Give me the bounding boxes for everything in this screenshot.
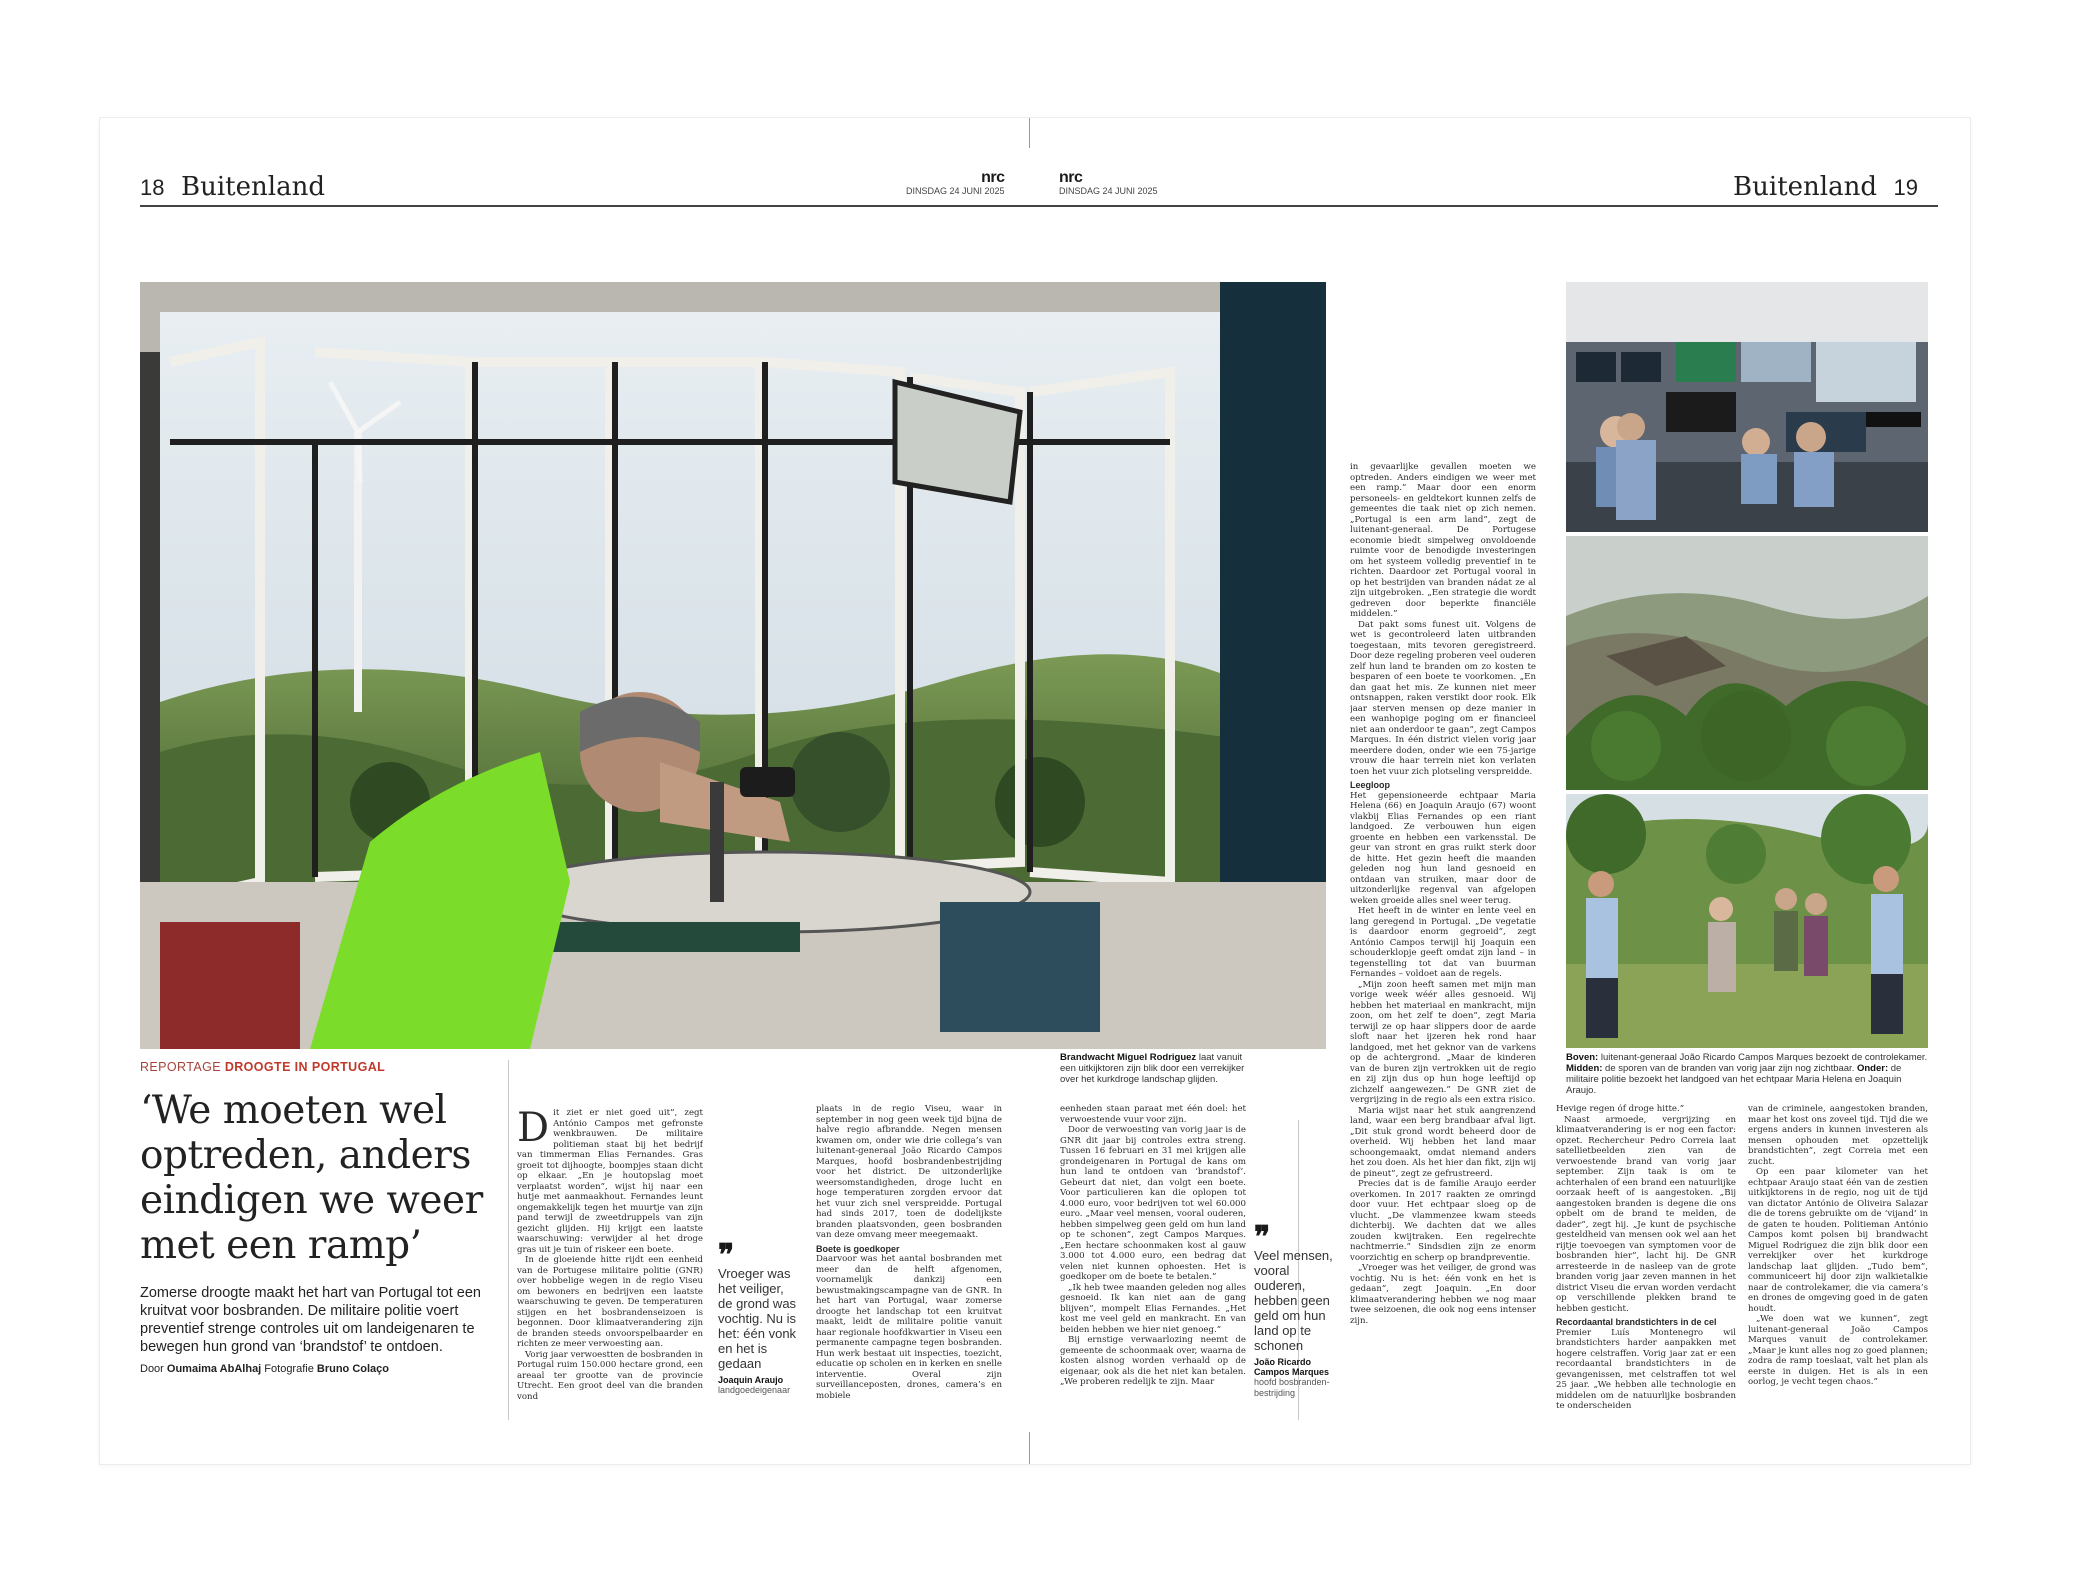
paragraph: Door de verwoesting van vorig jaar is de GNR dit jaar bij controles extra streng. Tussen 16 februari en 31 mei krijgen alle grondeigenaren in Portugal de kans om hun land te ontdoen van ‘brandstof’. Gebeurt dat niet, dan volgt een boete. Voor particulieren kan die oplopen tot 4.000 euro, voor bedrijven tot wel 60.000 euro. „Maar veel mensen, vooral ouderen, hebben simpelweg geen geld om hun land op te schonen”, zegt Campos Marques. „Een hectare schoonmaken kost al gauw 3.000 tot 4.000 euro, een bedrag dat velen niet kunnen ophoesten. Het is goedkoper om de boete te betalen.” — [1060, 1125, 1246, 1282]
nrc-logo: nrc — [1059, 169, 1083, 186]
quote-mark-icon: ❞ — [718, 1238, 735, 1273]
fold-line-bottom — [1029, 1432, 1030, 1464]
quote-text: Vroeger was het veiliger, de grond was vochtig. Nu is het: één vonk en het is gedaan — [718, 1266, 797, 1371]
subheading: Leegloop — [1350, 780, 1390, 790]
paragraph: Bij ernstige verwaarlozing neemt de gemeente de schoonmaak over, waarna de kosten alsnog worden verhaald op de eigenaar, ook als die het niet kan betalen. „We proberen redelijk te zijn. Maar — [1060, 1335, 1246, 1387]
paragraph: Precies dat is de familie Araujo eerder overkomen. In 2017 raakten ze omringd door vuur. Het echtpaar sloeg op de vlucht. „De vlammenzee kwam steeds dichterbij. We dachten dat we alles zouden kwijtraken. Een regelrechte nachtmerrie.” Sindsdien zijn ze enorm voorzichtig en scherp op brandpreventie. — [1350, 1179, 1536, 1263]
paragraph: „We doen wat we kunnen”, zegt luitenant-generaal João Campos Marques vanuit de controlekamer. „Maar je kunt alles nog zo goed plannen; zodra de ramp toeslaat, valt het plan als eerste in duigen. Het is als in een oorlog, je vecht tegen chaos.” — [1748, 1314, 1928, 1387]
paragraph: in gevaarlijke gevallen moeten we optreden. Anders eindigen we weer met een ramp.” Maar door een enorm personeels- en geldtekort kunnen zelfs de gemeentes die taak niet op zich nemen. „Portugal is een arm land”, zegt de luitenant-generaal. De Portugese economie biedt simpelweg onvoldoende ruimte voor de benodigde investeringen om het systeem volledig preventief in te richten. Daardoor zet Portugal vooral in op het bestrijden van branden nádat ze al zijn uitgebroken. „Een strategie die wordt gedreven door beperkte financiële middelen.” — [1350, 462, 1536, 619]
article-column-5 — [1556, 1104, 1736, 1419]
paragraph: Dat pakt soms funest uit. Volgens de wet is gecontroleerd laten uitbranden toegestaan, mits tevoren geregistreerd. Door deze regeling proberen veel ouderen zelf hun land te branden om zo kosten te besparen of een boete te voorkomen. „En dan gaat het mis. Ze kunnen niet meer ontsnappen, raken verstikt door rook. Elk jaar sterven mensen op deze manier in een wanhopige poging om er financieel niet aan onderdoor te gaan”, zegt Campos Marques. In één district vielen vorig jaar meerdere doden, onder wie een 75-jarige vrouw die haar terrein niet kon verlaten toen het vuur zich plotseling verspreidde. — [1350, 619, 1536, 777]
paragraph: Op een paar kilometer van het echtpaar Araujo staat één van de zestien uitkijktorens in de regio, nog uit de tijd van dictator António de Oliveira Salazar die de torens gebruikte om de ‘vijand’ in de gaten te houden. Politieman António Campos komt polsen bij brandwacht Miguel Rodriguez die zijn blik door een verrekijker over het kurkdroge landschap laat glijden. „Tudo bem”, communiceert hij door zijn walkietalkie naar de controlekamer, die via camera’s en drones de omgeving goed in de gaten houdt. — [1748, 1167, 1928, 1314]
paragraph: In de gloeiende hitte rijdt een eenheid van de Portugese militaire politie (GNR) over hobbelige wegen in de regio Viseu om bewoners en bedrijven een laatste waarschuwing te geven. De temperaturen stijgen en het bosbrandenseizoen is begonnen. Door klimaatverandering zijn de branden steeds onvoorspelbaarder en richten ze meer verwoesting aan. — [517, 1255, 703, 1349]
left-page-header — [140, 172, 325, 202]
article-column-2 — [816, 1104, 1002, 1419]
kicker-label: REPORTAGE — [140, 1060, 221, 1074]
header-rule — [140, 205, 1938, 207]
left-page-number: 18 — [140, 175, 165, 200]
quote-mark-icon: ❞ — [1254, 1220, 1271, 1255]
control-room-photo — [1566, 282, 1928, 532]
quote-name: João Ricardo Campos Marques — [1254, 1357, 1330, 1377]
landowners-illustration — [1566, 794, 1928, 1048]
article-column-3 — [1060, 1104, 1246, 1419]
control-room-illustration — [1566, 282, 1928, 532]
masthead-left — [906, 170, 1005, 196]
byline-by: Door — [140, 1363, 167, 1375]
paragraph — [517, 1108, 703, 1255]
burned-hills-photo — [1566, 536, 1928, 790]
right-page-header — [1733, 172, 1918, 202]
byline-photographer: Bruno Colaço — [316, 1363, 390, 1375]
paragraph: „Mijn zoon heeft samen met mijn man vorige week wéér alles gesnoeid. Wij hebben het materiaal en mankracht, mijn zoon, om het zelf te doen”, zegt Maria terwijl ze op haar slippers door de aarde sloft naar het ijzeren hek rond haar landgoed, met het geknor van de varkens op de achtergrond. „Maar de kinderen van de buren zijn vertrokken uit de regio en zij zijn dus op hun hoge leeftijd op zichzelf aangewezen.” De GNR ziet de vergrijzing in de regio als een extra risico. — [1350, 979, 1536, 1105]
article-headline: ‘We moeten wel optreden, anders eindigen we weer met een ramp’ — [140, 1088, 483, 1268]
article-kicker — [140, 1060, 385, 1074]
article-column-1 — [517, 1108, 703, 1418]
lookout-tower-illustration — [140, 282, 1326, 1049]
masthead-right — [1059, 170, 1158, 196]
right-photos-caption — [1566, 1052, 1928, 1096]
main-photo-caption — [1060, 1052, 1250, 1085]
column-divider — [508, 1060, 509, 1420]
main-photo — [140, 282, 1326, 1049]
fold-line-top — [1029, 118, 1030, 148]
caption-label-top: Boven: — [1566, 1052, 1599, 1063]
paragraph: Hevige regen óf droge hitte.” — [1556, 1104, 1685, 1114]
caption-label-bottom: Onder: — [1856, 1063, 1889, 1074]
left-section-name: Buitenland — [181, 172, 325, 202]
caption-label-middle: Midden: — [1566, 1063, 1603, 1074]
paragraph: Het heeft in de winter en lente veel en lang geregend in Portugal. „De vegetatie is daardoor enorm gegroeid”, zegt António Campos terwijl hij Joaquin een schouderklopje geeft omdat zijn land – in tegenstelling tot dat van buurman Fernandes – voldoet aan de regels. — [1350, 906, 1536, 979]
paragraph: „Vroeger was het veiliger, de grond was vochtig. Nu is het: één vonk en het is gedaan”, zegt Joaquin. „En door klimaatverandering hebben we nog maar twee seizoenen, die ook nog eens intenser zijn. — [1350, 1263, 1536, 1326]
right-section-name: Buitenland — [1733, 172, 1877, 202]
paragraph: Het gepensioneerde echtpaar Maria Helena (66) en Joaquin Araujo (67) woont vlakbij Elias Fernandes op een riant landgoed. Ze verbouwen hun eigen groente en hebben een varkensstal. De geur van stront en gras ruikt sterk door de hitte. Het gezin heeft die maanden geleden nog hun land gesnoeid en ontdaan van struiken, maar door de uitzonderlijke regenval van afgelopen weken groeide alles snel weer terug. — [1350, 790, 1536, 906]
byline-author: Oumaima AbAlhaj — [166, 1363, 262, 1375]
landowners-photo — [1566, 794, 1928, 1048]
caption-text-middle: de sporen van de branden van vorig jaar zijn nog zichtbaar. — [1602, 1063, 1855, 1074]
drop-cap: D — [517, 1108, 550, 1151]
paragraph: Naast armoede, vergrijzing en klimaatverandering is er nog een factor: opzet. Rechercheur Pedro Correia laat satellietbeelden zien van de verwoestende brand van vorig jaar september. Zijn taak is om te achterhalen of een brand een natuurlijke oorzaak heeft of is aangestoken. „Bij aangestoken branden is degene die ons opbelt om de brand te melden, de dader”, zegt hij. „Je kunt de psychische gesteldheid van mensen ook wel aan het rijtje toevoegen van symptomen voor de bosbranden hier”, lacht hij. De GNR arresteerde in de nasleep van de grote branden vorig jaar zeven mannen in het district Viseu die ervan worden verdacht op verschillende plekken brand te hebben gesticht. — [1556, 1114, 1736, 1314]
paragraph: Vorig jaar verwoestten de bosbranden in Portugal ruim 150.000 hectare grond, een areaal ter grootte van de provincie Utrecht. Een groot deel van die branden vond — [517, 1349, 703, 1402]
quote-role: hoofd bosbranden-bestrijding — [1254, 1377, 1330, 1398]
paragraph: plaats in de regio Viseu, waar in september in nog geen week tijd bijna de halve regio afbrandde. Negen mensen kwamen om, onder wie drie collega’s van luitenant-generaal João Ricardo Campos Marques, hoofd bosbrandenbestrijding voor het district. De uitzonderlijke weersomstandigheden, droge lucht en hoge temperaturen zorgden ervoor dat het vuur zich snel verspreidde. Portugal had sinds 2017, toen de dodelijkste branden plaatsvonden, geen bosbranden van deze omvang meer meegemaakt. — [816, 1104, 1002, 1240]
article-column-6 — [1748, 1104, 1928, 1419]
masthead-date: DINSDAG 24 JUNI 2025 — [906, 186, 1005, 196]
right-page-number: 19 — [1893, 175, 1918, 200]
quote-text: Veel mensen, vooral ouderen, hebben geen geld om hun land op te schonen — [1254, 1248, 1333, 1353]
paragraph: „Ik heb twee maanden geleden nog alles gesnoeid. Ik kan niet aan de gang blijven”, mompelt Elias Fernandes. „Het kost me veel geld en mankracht. En van beiden hebben we hier niet genoeg.” — [1060, 1282, 1246, 1335]
paragraph: Maria wijst naar het stuk aangrenzend land, waar een berg brandbaar afval ligt. „Dit stuk grond wordt beheerd door de overheid. Wij hebben het land maar schoongemaakt, omdat niemand anders het zou doen. Als het hier dan fikt, zijn wij de pineut”, zegt ze gefrustreerd. — [1350, 1105, 1536, 1179]
byline-photo-label: Fotografie — [261, 1363, 317, 1375]
caption-name: Brandwacht Miguel Rodriguez — [1060, 1052, 1197, 1063]
caption-text-bottom: de militaire politie bezoekt het landgoed van het echtpaar Maria Helena en Joaquin Araujo. — [1566, 1063, 1902, 1096]
kicker-topic: DROOGTE IN PORTUGAL — [224, 1060, 386, 1074]
caption-text-top: luitenant-generaal João Ricardo Campos Marques bezoekt de controlekamer. — [1598, 1052, 1928, 1063]
article-intro: Zomerse droogte maakt het hart van Portugal tot een kruitvat voor bosbranden. De militaire politie voert preventief strenge controles uit om landeigenaren te bewegen hun grond van ‘brandstof’ te ontdoen. — [140, 1285, 481, 1355]
pull-quote-1 — [718, 1238, 798, 1396]
quote-name: Joaquin Araujo — [718, 1375, 784, 1385]
article-byline — [140, 1363, 389, 1375]
paragraph: eenheden staan paraat met één doel: het verwoestende vuur voor zijn. — [1060, 1104, 1246, 1125]
subheading: Boete is goedkoper — [816, 1243, 900, 1254]
quote-role: landgoedeigenaar — [718, 1385, 791, 1395]
pull-quote-2 — [1254, 1220, 1338, 1399]
burned-hills-illustration — [1566, 536, 1928, 790]
paragraph-text: it ziet er niet goed uit”, zegt António Campos met gefronste wenkbrauwen. De militaire politieman staat bij het bedrijf van timmerman Elias Fernandes. Gras groeit tot dijhoogte, boompjes staan dicht op elkaar. „En je houtopslag moet verplaatst worden”, wijst hij naar een hutje met aanmaakhout. Fernandes leunt ongemakkelijk tegen het muurtje van zijn pand terwijl de zweetdruppels van zijn gezicht glijden. Hij krijgt een laatste waarschuwing: verwijder al het droge gras uit je tuin of riskeer een boete. — [517, 1108, 703, 1255]
caption-text: laat vanuit een uitkijktoren zijn blik door een verrekijker over het kurkdroge landschap glijden. — [1060, 1052, 1245, 1085]
nrc-logo: nrc — [981, 169, 1005, 186]
article-column-4 — [1350, 462, 1536, 1418]
masthead-date: DINSDAG 24 JUNI 2025 — [1059, 186, 1158, 196]
subheading: Recordaantal brandstichters in de cel — [1556, 1317, 1717, 1327]
paragraph: Daarvoor was het aantal bosbranden met meer dan de helft afgenomen, voornamelijk dankzij een bewustmakingscampagne van de GNR. In het hart van Portugal, waar zomerse droogte het landschap tot een kruitvat maakt, leidt de militaire politie vanuit haar regionale hoofdkwartier in Viseu een permanente campagne tegen bosbranden. Hun werk bestaat uit inspecties, toezicht, educatie op scholen en in kerken en snelle interventie. Overal zijn surveillanceposten, drones, camera’s en mobiele — [816, 1254, 1002, 1401]
paragraph: Premier Luís Montenegro wil brandstichters harder aanpakken met hogere celstraffen. Vorig jaar zat er een recordaantal brandstichters in de gevangenissen, met celstraffen tot wel 25 jaar. „We hebben alle technologie en middelen om de natuurlijke bosbranden te onderscheiden — [1556, 1327, 1736, 1411]
paragraph: van de criminele, aangestoken branden, maar het kost ons zoveel tijd. Tijd die we ergens anders in kunnen investeren als mensen ophouden met opzettelijk brandstichten”, zegt Correia met een zucht. — [1748, 1104, 1928, 1167]
